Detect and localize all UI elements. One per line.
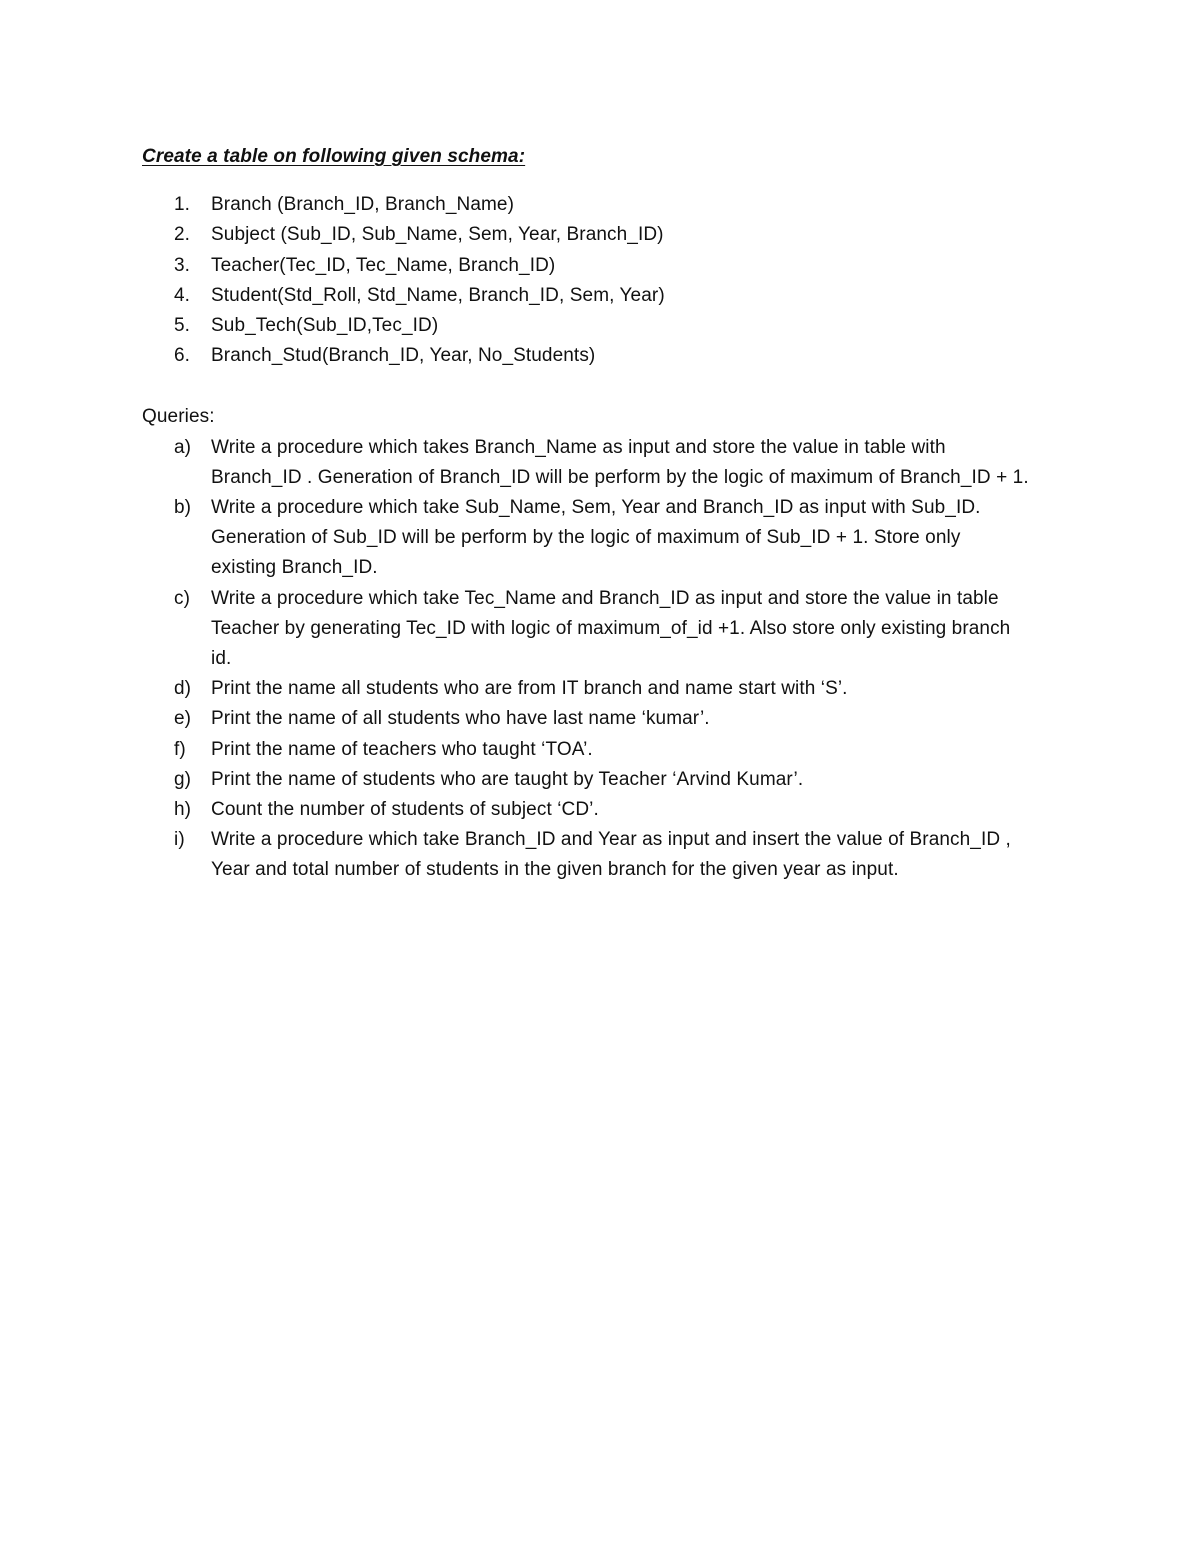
query-line: Write a procedure which takes Branch_Name as input and store the value in table with xyxy=(211,436,946,458)
schema-item xyxy=(142,281,1082,311)
query-line: Print the name all students who are from IT branch and name start with ‘S’. xyxy=(211,678,848,700)
schema-item-number: 1. xyxy=(174,194,191,216)
schema-item-text: Student(Std_Roll, Std_Name, Branch_ID, Sem, Year) xyxy=(211,284,665,306)
schema-item-number: 2. xyxy=(174,224,191,246)
schema-item-text: Sub_Tech(Sub_ID,Tec_ID) xyxy=(211,314,439,336)
document-heading: Create a table on following given schema: xyxy=(142,146,526,167)
query-line: Print the name of students who are taught by Teacher ‘Arvind Kumar’. xyxy=(211,768,804,790)
query-line: Write a procedure which take Tec_Name and Branch_ID as input and store the value in table xyxy=(211,587,999,609)
query-line: Teacher by generating Tec_ID with logic of maximum_of_id +1. Also store only existing branch xyxy=(211,617,1011,639)
query-item-letter: g) xyxy=(174,768,192,790)
schema-item-text: Teacher(Tec_ID, Tec_Name, Branch_ID) xyxy=(211,254,556,276)
query-item xyxy=(142,735,1082,765)
query-item xyxy=(142,765,1082,795)
query-item-letter: f) xyxy=(174,738,186,760)
query-line: Print the name of all students who have last name ‘kumar’. xyxy=(211,708,710,730)
schema-item xyxy=(142,190,1082,220)
schema-item xyxy=(142,220,1082,250)
schema-item-number: 3. xyxy=(174,254,191,276)
query-item xyxy=(142,433,1082,493)
query-item xyxy=(142,493,1082,584)
query-item-letter: a) xyxy=(174,436,192,458)
schema-list xyxy=(142,190,1082,371)
schema-item xyxy=(142,311,1082,341)
queries-list xyxy=(142,433,1082,886)
query-line: Branch_ID . Generation of Branch_ID will be perform by the logic of maximum of Branch_ID + 1. xyxy=(211,466,1029,488)
query-line: id. xyxy=(211,647,232,669)
schema-item-text: Branch (Branch_ID, Branch_Name) xyxy=(211,194,515,216)
query-line: Count the number of students of subject ‘CD’. xyxy=(211,798,599,820)
queries-label: Queries: xyxy=(142,406,215,428)
query-line: Year and total number of students in the given branch for the given year as input. xyxy=(211,859,899,881)
query-line: Generation of Sub_ID will be perform by the logic of maximum of Sub_ID + 1. Store only xyxy=(211,527,961,549)
query-item-letter: i) xyxy=(174,829,185,851)
schema-item-number: 5. xyxy=(174,314,191,336)
query-item xyxy=(142,795,1082,825)
query-line: Write a procedure which take Branch_ID and Year as input and insert the value of Branch_ID , xyxy=(211,829,1011,851)
schema-item-text: Subject (Sub_ID, Sub_Name, Sem, Year, Branch_ID) xyxy=(211,224,664,246)
schema-item xyxy=(142,251,1082,281)
query-item-letter: d) xyxy=(174,678,192,700)
query-line: existing Branch_ID. xyxy=(211,557,378,579)
query-line: Print the name of teachers who taught ‘TOA’. xyxy=(211,738,593,760)
schema-item-number: 6. xyxy=(174,345,191,367)
schema-item-number: 4. xyxy=(174,284,191,306)
query-item-letter: e) xyxy=(174,708,192,730)
query-item xyxy=(142,704,1082,734)
schema-item-text: Branch_Stud(Branch_ID, Year, No_Students) xyxy=(211,345,596,367)
schema-item xyxy=(142,341,1082,371)
document-content xyxy=(142,142,1082,886)
query-item xyxy=(142,825,1082,885)
query-item-letter: b) xyxy=(174,496,192,518)
query-item-letter: c) xyxy=(174,587,191,609)
query-item xyxy=(142,674,1082,704)
query-item-letter: h) xyxy=(174,798,192,820)
query-line: Write a procedure which take Sub_Name, Sem, Year and Branch_ID as input with Sub_ID. xyxy=(211,496,981,518)
query-item xyxy=(142,584,1082,675)
